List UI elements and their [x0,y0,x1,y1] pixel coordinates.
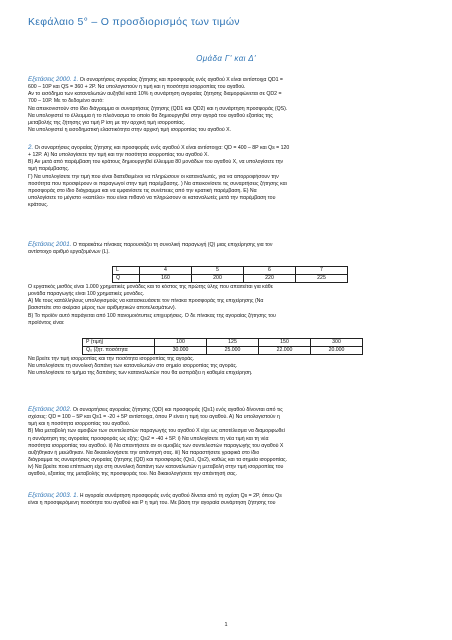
text-line: τιμή παρέμβασης. [28,166,70,173]
table-cell: 125 [207,339,259,347]
text-line: Ο εργατικός μισθός είναι 1.000 χρηματικές μονάδες και το κόστος της πρώτης ύλης που απαιτείται για κάθε [28,284,273,290]
page-number: 1 [224,622,228,628]
text-line: Να βρείτε την τιμή ισορροπίας και την ποσότητα ισορροπίας της αγοράς. [28,356,195,362]
text-line: διάγραμμα τις συναρτήσεις αγοραίας ζήτησης (QD) και προσφοράς (Qs1, Qs2), καθώς και τα σημεία ισορροπίας. [28,457,288,464]
table-cell: 6 [244,267,296,275]
text-line: Α) Με τους κατάλληλους υπολογισμούς να κατασκευάσετε τον πίνακα προσφοράς της επιχείρησης (Να [28,298,264,305]
table-cell: 20.000 [311,347,363,355]
text-line: Να υπολογιστεί το έλλειμμα ή το πλεόνασμα το οποίο θα δημιουργηθεί στην αγορά του αγαθού εξαιτίας της [28,112,273,119]
text-line: + 12P. Α) Να υπολογίσετε την τιμή και την ποσότητα ισορροπίας του αγαθού Χ. [28,152,209,159]
table-cell: 300 [311,339,363,347]
table-cell: 4 [140,267,192,275]
table-row [83,339,363,347]
text-line: αντίστοιχο αριθμό εργαζομένων (L). [28,249,110,256]
text-line: σχέσεις: QD = 100 – 5P και Qs1 = -20 + 5P αντίστοιχα, όπου P είναι η τιμή του αγαθού. Α) Να υπολογιστούν η [28,414,280,421]
table-cell: 7 [296,267,348,275]
exercise-label: 2. [28,144,34,151]
text-line: 600 – 10P και QS = 360 + 2P. Να υπολογιστούν η τιμή και η ποσότητα ισορροπίας του αγαθού. [28,84,246,91]
group-subtitle: Ομάδα Γ' και Δ' [196,54,256,63]
text-line: Εξετάσεις 2001. Ο παρακάτω πίνακας παρουσιάζει τη συνολική παραγωγή (Q) μιας επιχείρησης για τον [28,241,273,248]
text-line: υπολογίσετε το μέγιστο «καπέλο» που είναι πιθανό να πληρώσουν οι καταναλωτές μετά την παρέμβαση του [28,195,276,202]
text-line: iv) Να βρείτε ποια επίπτωση είχε στη συνολική δαπάνη των καταναλωτών η μεταβολή στην τιμή ισορροπίας του [28,464,284,471]
text-line: Β) Αν μετά από παρέμβαση του κράτους δημιουργηθεί έλλειμμα 80 μονάδων του αγαθού Χ, να υπολογίσετε την [28,159,284,166]
text-line: 2. Οι συναρτήσεις αγοραίας ζήτησης και προσφοράς ενός αγαθού Χ είναι αντίστοιχα: QD = 400 – 8P και Qs = 120 [28,144,290,151]
exercise-label: Εξετάσεις 2001. [28,241,72,248]
exercise-2000-1 [28,76,426,134]
table-cell: 25.000 [207,347,259,355]
text-line: αυξήθηκαν ή μειώθηκαν. Να δικαιολογήσετε την απάντησή σας. iii) Να παραστήσετε γραφικά στο ίδιο [28,449,260,456]
text-line: μεταβολής της ζήτησης για τιμή P ίση με την αρχική τιμή ισορροπίας. [28,119,186,126]
text-line: Β) Το προϊόν αυτό παράγεται από 100 πανομοιότυπες επιχειρήσεις. Ο δε πίνακας της αγοραίας ζήτησης του [28,312,276,319]
text-line: Να υπολογιστεί η εισοδηματική ελαστικότητα στην αρχική τιμή ισορροπίας του αγαθού Χ. [28,127,232,134]
text-line: ποσότητα που προσφέρουν οι παραγωγοί στην τιμή παρέμβασης. ) Να απεικονίσετε τις συναρτήσεις ζήτησης και [28,180,287,187]
exercise-label: Εξετάσεις 2000. 1. [28,76,79,83]
table-row [113,267,348,275]
exercise-2002 [28,406,426,479]
table-cell: 100 [155,339,207,347]
table-cell: 22.000 [259,347,311,355]
text-line: είναι η προσφερόμενη ποσότητα του αγαθού και P η τιμή του. Με βάση την αγοραία συνάρτηση ζήτησης του [28,500,276,507]
exercise-2001 [28,241,426,256]
table-cell: 160 [140,275,192,283]
text-line: Να απεικονιστούν στο ίδιο διάγραμμα οι συναρτήσεις ζήτησης (QD1 και QD2) και η συνάρτηση προσφοράς (QS). [28,105,288,112]
table-row [83,347,363,355]
exercise-label: Εξετάσεις 2003. 1. [28,492,79,499]
text-line: Να υπολογίσετε το τμήμα της δαπάνης των καταναλωτών που θα εισπράξει η καθεμία επιχείρηση. [28,370,253,377]
table-row [113,275,348,283]
text-line: κράτους. [28,202,49,209]
text-line: μονάδα παραγωγής είναι 100 χρηματικές μονάδες. [28,291,145,298]
table-cell: 220 [244,275,296,283]
market-demand-table [82,338,363,355]
text-line: προσφοράς στο ίδιο διάγραμμα και να εμφανίσετε τις συνέπειες από την κρατική παρέμβαση. Ε) Να [28,187,257,194]
exercise-2 [28,144,426,209]
labor-output-table [112,266,348,283]
table-cell: Q [113,275,140,283]
text-line: αγαθού, εξαιτίας της μεταβολής της προσφοράς του. Να δικαιολογήσετε την απάντησή σας. [28,471,237,478]
table-cell: 225 [296,275,348,283]
text-line: η συνάρτηση της αγοραίας προσφοράς ως εξής: Qs2 = -40 + 5P. i) Να υπολογίσετε τη νέα τιμή και τη νέα [28,435,269,442]
table-cell: L [113,267,140,275]
exercise-2001-text [28,284,426,327]
text-line: Να υπολογίσετε τη συνολική δαπάνη των καταναλωτών στο σημείο ισορροπίας της αγοράς. [28,363,238,370]
table-cell: 150 [259,339,311,347]
table-cell: 5 [192,267,244,275]
text-line: τιμή και η ποσότητα ισορροπίας του αγαθού. [28,421,131,428]
table-cell: Q₀ (ζητ. ποσότητα [83,347,155,355]
chapter-title: Κεφάλαιο 5° – Ο προσδιορισμός των τιμών [28,16,240,28]
table-cell: P (τιμή) [83,339,155,347]
text-line: Εξετάσεις 2003. 1. Η αγοραία συνάρτηση προσφοράς ενός αγαθού δίνεται από τη σχέση Qs = 2P, όπου Qs [28,492,282,499]
text-line: Εξετάσεις 2000. 1. Οι συναρτήσεις αγοραίας ζήτησης και προσφοράς ενός αγαθού Χ είναι αντίστοιχα QD1 = [28,76,283,83]
exercise-2003-1 [28,492,426,507]
text-line: Εξετάσεις 2002. Οι συναρτήσεις αγοραίας ζήτησης (QD) και προσφοράς (Qs1) ενός αγαθού δίνονται από τις [28,406,283,413]
table-cell: 30.000 [155,347,207,355]
exercise-2001-questions [28,356,426,377]
text-line: 700 – 10P. Με το δεδομένο αυτό: [28,98,104,105]
text-line: Β) Μια μεταβολή των αμοιβών των συντελεστών παραγωγής του αγαθού Χ είχε ως αποτέλεσμα να διαμορφωθεί [28,428,285,435]
text-line: ποσότητα ισορροπίας του αγαθού. ii) Να απαντήσετε αν οι αμοιβές των συντελεστών παραγωγής του αγαθού Χ [28,442,284,449]
text-line: Γ) Να υπολογίσετε την τιμή που είναι διατεθειμένοι να πληρώσουν οι καταναλωτές, για να απορροφήσουν την [28,173,279,180]
table-cell: 200 [192,275,244,283]
text-line: βασιστείτε στο ακέραιο μέρος των αριθμητικών αποτελεσμάτων). [28,305,177,312]
text-line: προϊόντος είναι: [28,319,65,326]
text-line: Αν το εισόδημα των καταναλωτών αυξηθεί κατά 10% η συνάρτηση αγοραίας ζήτησης διαμορφώνεται σε QD2 = [28,91,282,98]
exercise-label: Εξετάσεις 2002. [28,406,72,413]
